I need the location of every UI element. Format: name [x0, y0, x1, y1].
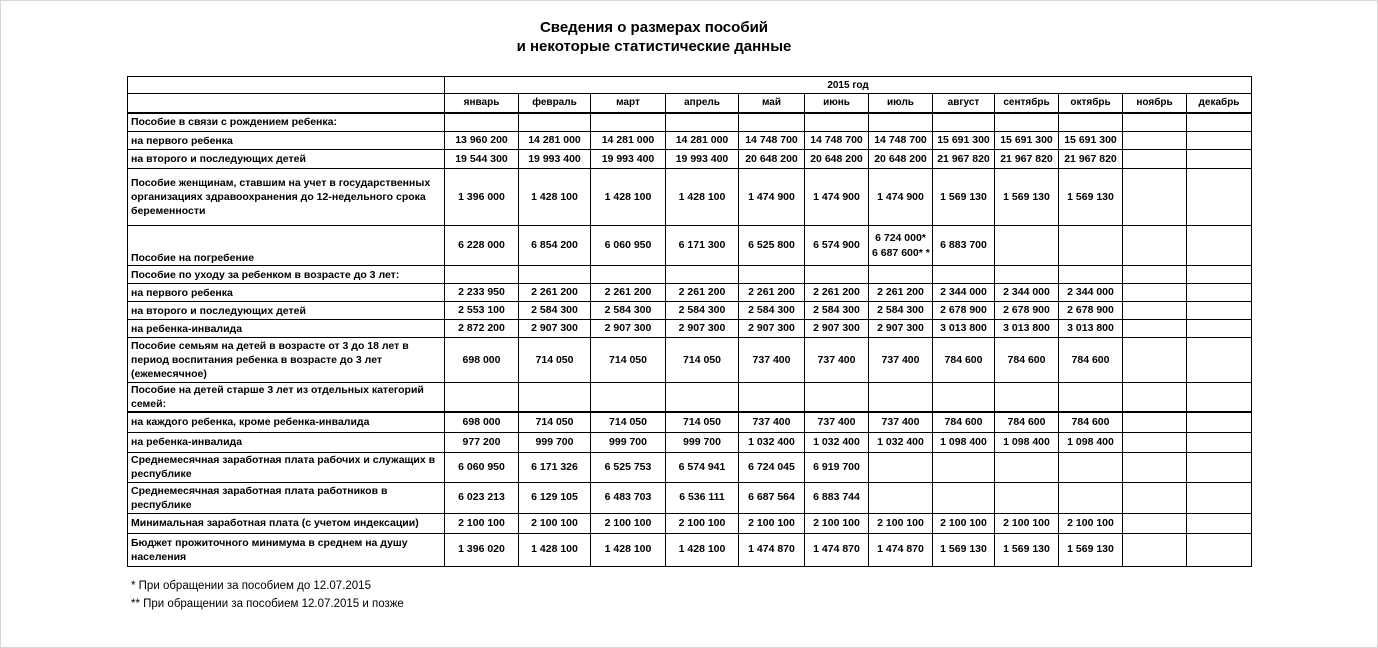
table-row — [128, 150, 1252, 169]
value-cell: 714 050 — [591, 412, 666, 432]
value-cell: 2 678 900 — [1059, 302, 1123, 320]
value-cell: 6 171 326 — [519, 452, 591, 482]
value-cell — [1059, 482, 1123, 513]
empty-cell — [805, 266, 869, 284]
value-cell: 784 600 — [1059, 338, 1123, 383]
value-cell: 2 344 000 — [995, 284, 1059, 302]
value-cell: 1 098 400 — [933, 432, 995, 452]
value-cell: 3 013 800 — [995, 320, 1059, 338]
row-label: на второго и последующих детей — [128, 150, 445, 169]
value-cell — [1187, 226, 1252, 266]
value-cell: 15 691 300 — [933, 132, 995, 150]
value-cell: 3 013 800 — [1059, 320, 1123, 338]
value-cell: 2 100 100 — [445, 513, 519, 533]
value-cell: 2 584 300 — [519, 302, 591, 320]
value-cell: 15 691 300 — [995, 132, 1059, 150]
month-header: март — [591, 94, 666, 113]
value-cell — [1187, 320, 1252, 338]
value-cell: 1 569 130 — [995, 169, 1059, 226]
value-cell: 20 648 200 — [739, 150, 805, 169]
value-cell: 6 060 950 — [445, 452, 519, 482]
value-cell — [1187, 132, 1252, 150]
value-cell: 2 553 100 — [445, 302, 519, 320]
row-label: Среднемесячная заработная плата рабочих и служащих в республике — [128, 452, 445, 482]
value-cell: 2 100 100 — [666, 513, 739, 533]
value-cell: 737 400 — [869, 338, 933, 383]
month-header: сентябрь — [995, 94, 1059, 113]
empty-cell — [519, 113, 591, 132]
value-cell: 6 883 700 — [933, 226, 995, 266]
empty-cell — [1059, 383, 1123, 413]
value-cell: 14 281 000 — [519, 132, 591, 150]
header-label-cell — [128, 94, 445, 113]
row-label: Пособие женщинам, ставшим на учет в государственных организациях здравоохранения до 12-недельного срока беременности — [128, 169, 445, 226]
empty-cell — [933, 383, 995, 413]
row-label: Минимальная заработная плата (с учетом индексации) — [128, 513, 445, 533]
value-cell: 1 428 100 — [591, 533, 666, 566]
table-row — [128, 132, 1252, 150]
value-cell: 1 098 400 — [1059, 432, 1123, 452]
value-cell: 1 474 900 — [869, 169, 933, 226]
value-cell: 737 400 — [805, 412, 869, 432]
value-cell: 714 050 — [591, 338, 666, 383]
value-cell: 6 574 900 — [805, 226, 869, 266]
table-row — [128, 266, 1252, 284]
value-cell: 2 907 300 — [666, 320, 739, 338]
value-cell: 14 748 700 — [869, 132, 933, 150]
value-cell — [1123, 284, 1187, 302]
month-header: май — [739, 94, 805, 113]
value-cell — [995, 226, 1059, 266]
value-cell — [1187, 338, 1252, 383]
value-cell: 1 032 400 — [805, 432, 869, 452]
value-cell: 2 100 100 — [933, 513, 995, 533]
value-cell: 6 060 950 — [591, 226, 666, 266]
empty-cell — [995, 113, 1059, 132]
value-cell — [1123, 132, 1187, 150]
empty-cell — [1123, 113, 1187, 132]
value-cell: 3 013 800 — [933, 320, 995, 338]
value-cell: 784 600 — [995, 412, 1059, 432]
value-cell: 1 428 100 — [666, 533, 739, 566]
empty-cell — [1187, 266, 1252, 284]
value-cell — [869, 482, 933, 513]
value-cell: 6 525 753 — [591, 452, 666, 482]
value-cell: 1 569 130 — [995, 533, 1059, 566]
value-cell: 714 050 — [519, 338, 591, 383]
value-cell: 20 648 200 — [869, 150, 933, 169]
month-header: декабрь — [1187, 94, 1252, 113]
empty-cell — [995, 266, 1059, 284]
value-cell: 2 100 100 — [869, 513, 933, 533]
value-cell: 1 098 400 — [995, 432, 1059, 452]
empty-cell — [869, 383, 933, 413]
empty-cell — [591, 113, 666, 132]
value-cell: 737 400 — [869, 412, 933, 432]
value-cell: 1 032 400 — [869, 432, 933, 452]
empty-cell — [591, 383, 666, 413]
month-header: февраль — [519, 94, 591, 113]
empty-cell — [869, 113, 933, 132]
empty-cell — [1059, 266, 1123, 284]
value-cell: 19 993 400 — [519, 150, 591, 169]
value-cell: 19 993 400 — [666, 150, 739, 169]
table-row — [128, 302, 1252, 320]
value-cell: 2 233 950 — [445, 284, 519, 302]
value-cell: 1 396 000 — [445, 169, 519, 226]
table-row — [128, 432, 1252, 452]
table-row — [128, 338, 1252, 383]
value-cell — [1123, 533, 1187, 566]
value-cell: 2 261 200 — [739, 284, 805, 302]
empty-cell — [1187, 383, 1252, 413]
value-cell: 2 584 300 — [739, 302, 805, 320]
value-cell: 999 700 — [591, 432, 666, 452]
table-row — [128, 452, 1252, 482]
value-cell: 714 050 — [519, 412, 591, 432]
row-label: Пособие семьям на детей в возрасте от 3 до 18 лет в период воспитания ребенка в возрасте до 3 лет (ежемесячное) — [128, 338, 445, 383]
empty-cell — [666, 266, 739, 284]
table-row — [128, 113, 1252, 132]
month-header: июнь — [805, 94, 869, 113]
value-cell — [1187, 412, 1252, 432]
empty-cell — [666, 383, 739, 413]
page-title — [0, 18, 1378, 56]
value-cell — [995, 482, 1059, 513]
value-cell — [1123, 412, 1187, 432]
table-row — [128, 320, 1252, 338]
value-cell — [1123, 338, 1187, 383]
july-value-before: 6 724 000* — [875, 231, 926, 244]
title-line-2: и некоторые статистические данные — [516, 38, 792, 55]
value-cell: 1 569 130 — [933, 533, 995, 566]
value-cell: 6 129 105 — [519, 482, 591, 513]
value-cell — [995, 452, 1059, 482]
month-header: апрель — [666, 94, 739, 113]
row-label: на каждого ребенка, кроме ребенка-инвалида — [128, 412, 445, 432]
value-cell: 14 748 700 — [805, 132, 869, 150]
value-cell: 999 700 — [666, 432, 739, 452]
value-cell: 2 344 000 — [1059, 284, 1123, 302]
value-cell: 1 474 900 — [739, 169, 805, 226]
month-header: июль — [869, 94, 933, 113]
value-cell: 1 569 130 — [1059, 533, 1123, 566]
value-cell: 6 854 200 — [519, 226, 591, 266]
value-cell: 2 584 300 — [805, 302, 869, 320]
value-cell — [1123, 513, 1187, 533]
value-cell: 2 100 100 — [805, 513, 869, 533]
value-cell: 6 536 111 — [666, 482, 739, 513]
footnote-2: ** При обращении за пособием 12.07.2015 и позже — [131, 598, 404, 610]
table-row — [128, 226, 1252, 266]
value-cell: 6 724 045 — [739, 452, 805, 482]
row-label: на ребенка-инвалида — [128, 320, 445, 338]
empty-cell — [869, 266, 933, 284]
value-cell: 2 584 300 — [869, 302, 933, 320]
value-cell — [933, 482, 995, 513]
value-cell: 1 428 100 — [591, 169, 666, 226]
value-cell — [1059, 452, 1123, 482]
year-header: 2015 год — [445, 77, 1252, 94]
value-cell — [1187, 533, 1252, 566]
empty-cell — [519, 266, 591, 284]
empty-cell — [805, 383, 869, 413]
empty-cell — [933, 266, 995, 284]
table-row — [128, 412, 1252, 432]
value-cell: 977 200 — [445, 432, 519, 452]
value-cell: 1 474 870 — [805, 533, 869, 566]
value-cell — [1187, 302, 1252, 320]
value-cell — [1187, 513, 1252, 533]
value-cell: 2 100 100 — [739, 513, 805, 533]
value-cell: 19 544 300 — [445, 150, 519, 169]
value-cell: 6 228 000 — [445, 226, 519, 266]
benefits-table — [127, 76, 1252, 567]
value-cell: 2 100 100 — [995, 513, 1059, 533]
value-cell: 2 907 300 — [591, 320, 666, 338]
title-line-1: Сведения о размерах пособий — [539, 19, 769, 36]
empty-cell — [1123, 266, 1187, 284]
value-cell: 6 687 564 — [739, 482, 805, 513]
value-cell: 999 700 — [519, 432, 591, 452]
value-cell: 6 483 703 — [591, 482, 666, 513]
table-row — [128, 77, 1252, 94]
month-header: январь — [445, 94, 519, 113]
empty-cell — [739, 266, 805, 284]
value-cell — [1123, 432, 1187, 452]
month-header: август — [933, 94, 995, 113]
table-row — [128, 513, 1252, 533]
value-cell: 14 748 700 — [739, 132, 805, 150]
value-cell: 2 872 200 — [445, 320, 519, 338]
value-cell: 21 967 820 — [995, 150, 1059, 169]
section-label: Пособие на детей старше 3 лет из отдельных категорий семей: — [128, 383, 445, 413]
value-cell: 1 569 130 — [1059, 169, 1123, 226]
header-corner — [128, 77, 445, 94]
table-row — [128, 94, 1252, 113]
value-cell: 2 100 100 — [519, 513, 591, 533]
value-cell — [1187, 452, 1252, 482]
value-cell: 737 400 — [739, 338, 805, 383]
value-cell — [1059, 226, 1123, 266]
value-cell: 784 600 — [1059, 412, 1123, 432]
row-label: Пособие на погребение — [128, 226, 445, 266]
value-cell: 784 600 — [933, 412, 995, 432]
value-cell — [1123, 150, 1187, 169]
row-label: на первого ребенка — [128, 284, 445, 302]
table-row — [128, 533, 1252, 566]
footnote-1: * При обращении за пособием до 12.07.2015 — [131, 580, 371, 592]
value-cell: 1 569 130 — [933, 169, 995, 226]
value-cell — [1123, 452, 1187, 482]
value-cell: 784 600 — [933, 338, 995, 383]
value-cell: 2 100 100 — [591, 513, 666, 533]
value-cell — [1187, 482, 1252, 513]
empty-cell — [1059, 113, 1123, 132]
value-cell: 1 032 400 — [739, 432, 805, 452]
table-row — [128, 169, 1252, 226]
empty-cell — [933, 113, 995, 132]
footnotes — [131, 577, 404, 613]
value-cell: 714 050 — [666, 412, 739, 432]
empty-cell — [995, 383, 1059, 413]
value-cell: 737 400 — [739, 412, 805, 432]
value-cell-july — [869, 226, 933, 266]
value-cell — [1123, 169, 1187, 226]
value-cell — [1123, 302, 1187, 320]
value-cell: 6 574 941 — [666, 452, 739, 482]
value-cell: 2 344 000 — [933, 284, 995, 302]
row-label: на второго и последующих детей — [128, 302, 445, 320]
value-cell: 14 281 000 — [666, 132, 739, 150]
value-cell: 2 907 300 — [805, 320, 869, 338]
value-cell: 2 584 300 — [666, 302, 739, 320]
value-cell — [1187, 169, 1252, 226]
empty-cell — [591, 266, 666, 284]
value-cell: 14 281 000 — [591, 132, 666, 150]
value-cell: 6 919 700 — [805, 452, 869, 482]
value-cell: 698 000 — [445, 338, 519, 383]
empty-cell — [739, 383, 805, 413]
table-row — [128, 284, 1252, 302]
value-cell: 21 967 820 — [1059, 150, 1123, 169]
empty-cell — [739, 113, 805, 132]
row-label: на первого ребенка — [128, 132, 445, 150]
table-row — [128, 482, 1252, 513]
value-cell: 1 396 020 — [445, 533, 519, 566]
july-value-after: 6 687 600* * — [872, 246, 930, 259]
value-cell: 2 907 300 — [869, 320, 933, 338]
empty-cell — [805, 113, 869, 132]
empty-cell — [666, 113, 739, 132]
value-cell: 1 428 100 — [519, 533, 591, 566]
row-label: на ребенка-инвалида — [128, 432, 445, 452]
value-cell: 698 000 — [445, 412, 519, 432]
row-label: Бюджет прожиточного минимума в среднем на душу населения — [128, 533, 445, 566]
value-cell: 21 967 820 — [933, 150, 995, 169]
value-cell — [1123, 226, 1187, 266]
section-label: Пособие в связи с рождением ребенка: — [128, 113, 445, 132]
value-cell: 737 400 — [805, 338, 869, 383]
empty-cell — [1187, 113, 1252, 132]
value-cell: 2 678 900 — [995, 302, 1059, 320]
value-cell: 15 691 300 — [1059, 132, 1123, 150]
value-cell: 1 428 100 — [519, 169, 591, 226]
value-cell — [869, 452, 933, 482]
month-header: ноябрь — [1123, 94, 1187, 113]
value-cell: 2 907 300 — [739, 320, 805, 338]
empty-cell — [445, 113, 519, 132]
month-header: октябрь — [1059, 94, 1123, 113]
value-cell: 19 993 400 — [591, 150, 666, 169]
value-cell: 6 023 213 — [445, 482, 519, 513]
value-cell: 2 261 200 — [519, 284, 591, 302]
value-cell — [1123, 320, 1187, 338]
row-label: Среднемесячная заработная плата работников в республике — [128, 482, 445, 513]
value-cell: 6 171 300 — [666, 226, 739, 266]
value-cell: 2 261 200 — [591, 284, 666, 302]
value-cell: 1 474 870 — [739, 533, 805, 566]
value-cell: 6 525 800 — [739, 226, 805, 266]
value-cell: 1 428 100 — [666, 169, 739, 226]
table-row — [128, 383, 1252, 413]
value-cell: 714 050 — [666, 338, 739, 383]
empty-cell — [1123, 383, 1187, 413]
value-cell: 13 960 200 — [445, 132, 519, 150]
value-cell: 6 883 744 — [805, 482, 869, 513]
value-cell: 2 584 300 — [591, 302, 666, 320]
empty-cell — [445, 383, 519, 413]
empty-cell — [519, 383, 591, 413]
value-cell: 20 648 200 — [805, 150, 869, 169]
value-cell: 1 474 900 — [805, 169, 869, 226]
value-cell — [1187, 432, 1252, 452]
value-cell — [1187, 150, 1252, 169]
value-cell: 2 261 200 — [805, 284, 869, 302]
value-cell: 2 907 300 — [519, 320, 591, 338]
value-cell — [933, 452, 995, 482]
value-cell: 2 261 200 — [869, 284, 933, 302]
value-cell — [1123, 482, 1187, 513]
value-cell: 1 474 870 — [869, 533, 933, 566]
value-cell: 2 100 100 — [1059, 513, 1123, 533]
value-cell — [1187, 284, 1252, 302]
value-cell: 2 261 200 — [666, 284, 739, 302]
value-cell: 2 678 900 — [933, 302, 995, 320]
section-label: Пособие по уходу за ребенком в возрасте до 3 лет: — [128, 266, 445, 284]
empty-cell — [445, 266, 519, 284]
value-cell: 784 600 — [995, 338, 1059, 383]
